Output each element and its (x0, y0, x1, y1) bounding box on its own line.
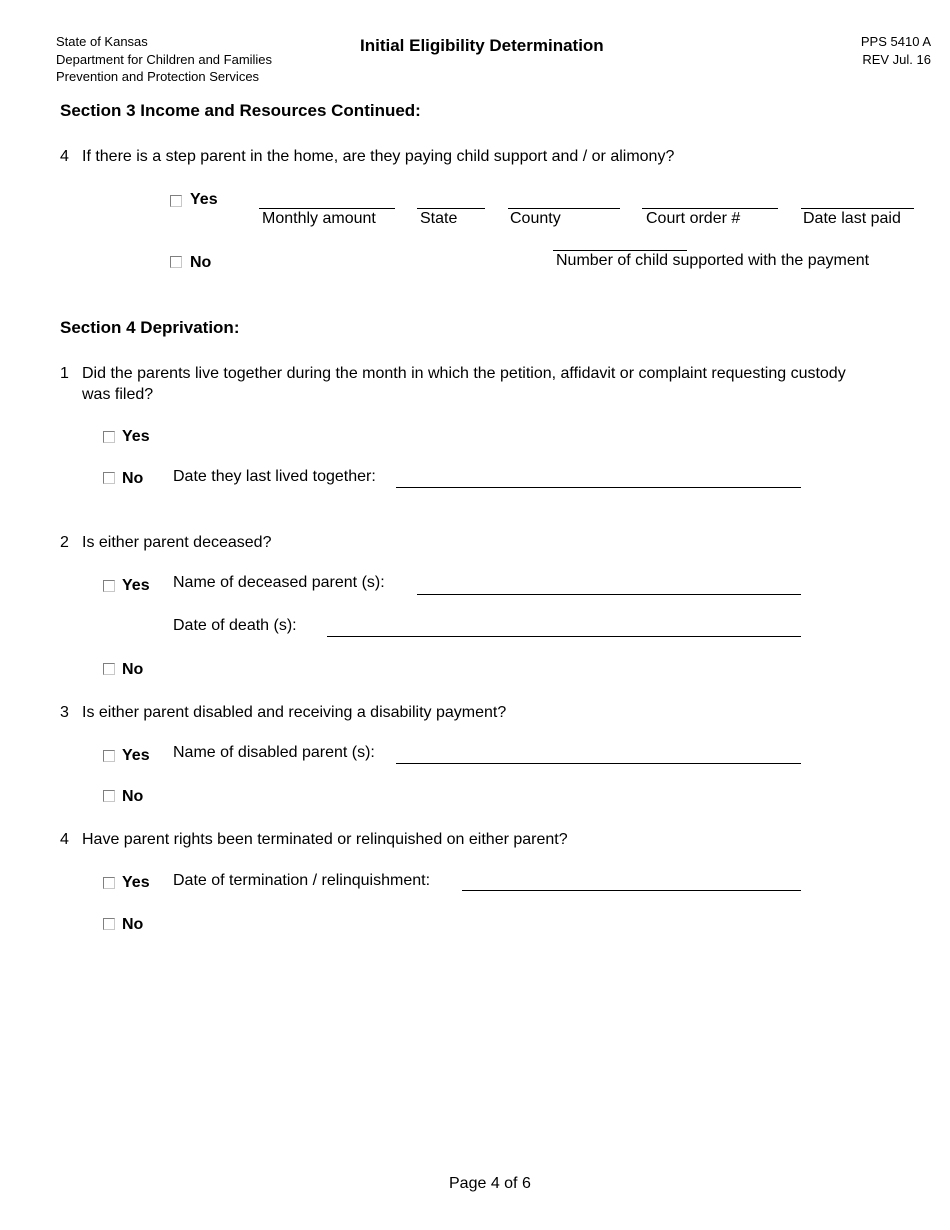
court-order-field[interactable] (642, 208, 778, 209)
page-number: Page 4 of 6 (449, 1175, 531, 1192)
agency-state: State of Kansas (56, 34, 148, 49)
s4-q2-yes-label: Yes (122, 577, 150, 594)
s4-q1-no-checkbox[interactable] (103, 472, 115, 484)
s3-q4-yes-label: Yes (190, 191, 218, 208)
s4-q2-name-label: Name of deceased parent (s): (173, 574, 385, 591)
s4-q3-text: Is either parent disabled and receiving a disability payment? (82, 704, 507, 721)
agency-department: Department for Children and Families (56, 51, 273, 67)
monthly-amount-label: Monthly amount (262, 210, 376, 227)
s4-q4-no-label: No (122, 916, 144, 933)
date-last-paid-field[interactable] (801, 208, 914, 209)
s4-q4-no-checkbox[interactable] (103, 918, 115, 930)
s4-q4-yes-checkbox[interactable] (103, 877, 115, 889)
date-last-lived-together-field[interactable] (396, 487, 801, 488)
termination-date-field[interactable] (462, 890, 801, 891)
form-id-block (861, 33, 931, 68)
section3-heading: Section 3 Income and Resources Continued: (60, 101, 421, 120)
agency-division: Prevention and Protection Services (56, 69, 260, 84)
s4-q2-no-label: No (122, 661, 144, 678)
county-field[interactable] (508, 208, 620, 209)
s4-q2-yes-checkbox[interactable] (103, 580, 115, 592)
s4-q1-yes-label: Yes (122, 428, 150, 445)
monthly-amount-field[interactable] (259, 208, 395, 209)
s4-q1-text-line2: was filed? (82, 386, 154, 403)
s4-q1-yes-checkbox[interactable] (103, 431, 115, 443)
s4-q1-text-line1: Did the parents live together during the month in which the petition, affidavit or complaint requesting custody (82, 365, 846, 382)
state-label: State (420, 210, 458, 227)
number-children-label: Number of child supported with the payment (556, 252, 870, 269)
s4-q3-yes-label: Yes (122, 747, 150, 764)
s4-q3-no-checkbox[interactable] (103, 790, 115, 802)
s4-q4-yes-label: Yes (122, 874, 150, 891)
s4-q1-date-label: Date they last lived together: (173, 468, 376, 485)
deceased-parent-name-field[interactable] (417, 594, 801, 595)
page-title: Initial Eligibility Determination (360, 36, 604, 55)
s4-q2-number: 2 (60, 534, 69, 551)
s4-q3-yes-checkbox[interactable] (103, 750, 115, 762)
agency-block (56, 33, 272, 86)
s4-q3-number: 3 (60, 704, 69, 721)
s3-q4-number: 4 (60, 148, 69, 165)
state-field[interactable] (417, 208, 485, 209)
s4-q2-text: Is either parent deceased? (82, 534, 272, 551)
s4-q2-no-checkbox[interactable] (103, 663, 115, 675)
s3-q4-no-label: No (190, 254, 212, 271)
date-last-paid-label: Date last paid (803, 210, 901, 227)
s3-q4-yes-checkbox[interactable] (170, 195, 182, 207)
date-of-death-field[interactable] (327, 636, 801, 637)
s4-q3-no-label: No (122, 788, 144, 805)
s4-q2-date-label: Date of death (s): (173, 617, 297, 634)
form-number: PPS 5410 A (860, 34, 931, 49)
form-revision: REV Jul. 16 (862, 51, 931, 67)
number-children-field[interactable] (553, 250, 687, 251)
section4-heading: Section 4 Deprivation: (60, 318, 240, 337)
county-label: County (510, 210, 561, 227)
s4-q1-no-label: No (122, 470, 144, 487)
s3-q4-no-checkbox[interactable] (170, 256, 182, 268)
court-order-label: Court order # (646, 210, 741, 227)
s3-q4-text: If there is a step parent in the home, are they paying child support and / or alimony? (82, 148, 675, 165)
disabled-parent-name-field[interactable] (396, 763, 801, 764)
s4-q4-date-label: Date of termination / relinquishment: (173, 872, 431, 889)
s4-q4-text: Have parent rights been terminated or relinquished on either parent? (82, 831, 568, 848)
s4-q3-name-label: Name of disabled parent (s): (173, 744, 375, 761)
s4-q1-number: 1 (60, 365, 69, 382)
s4-q4-number: 4 (60, 831, 69, 848)
